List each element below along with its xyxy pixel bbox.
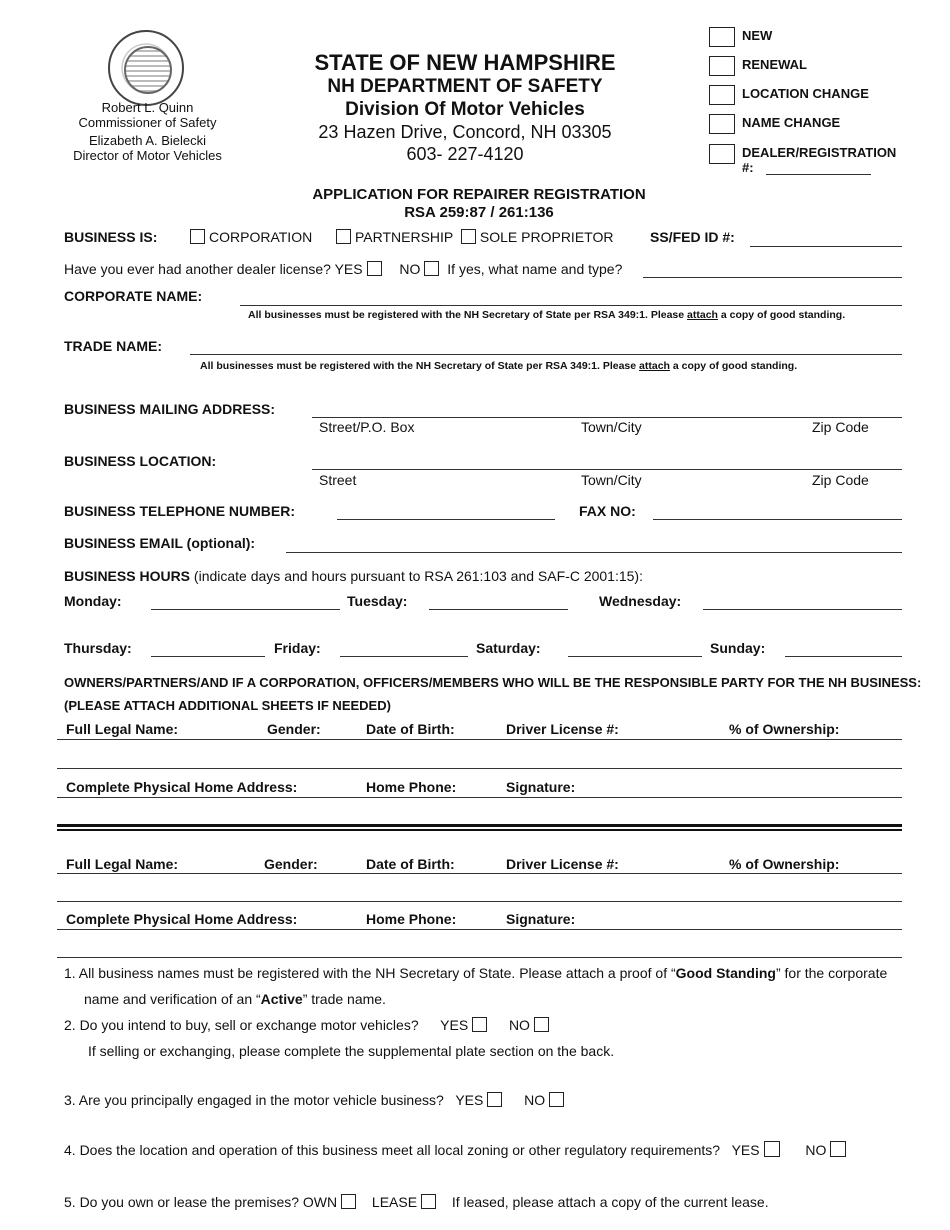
owner1-name-label: Full Legal Name: <box>66 721 179 737</box>
sunday-line[interactable] <box>785 656 902 657</box>
commissioner-name: Robert L. Quinn <box>101 100 194 115</box>
form-title <box>280 186 678 222</box>
dealer-yes-label: YES <box>334 261 363 277</box>
owner2-gender-label: Gender: <box>264 856 318 872</box>
question-1 <box>64 965 914 981</box>
question-1-cont <box>84 991 386 1007</box>
owner2-row2-line <box>57 929 902 930</box>
question-4 <box>64 1141 850 1158</box>
sunday-label: Sunday: <box>710 640 766 656</box>
corporate-name-line[interactable] <box>240 305 902 306</box>
q4-yes-label: YES <box>731 1142 760 1158</box>
dealer-license-text: Have you ever had another dealer license? <box>64 261 331 277</box>
mailing-address-line[interactable] <box>312 417 902 418</box>
owner1-gender-label: Gender: <box>267 721 321 737</box>
mailing-street-caption: Street/P.O. Box <box>319 419 415 435</box>
telephone-line[interactable] <box>337 519 555 520</box>
partnership-label: PARTNERSHIP <box>354 229 454 245</box>
telephone-label: BUSINESS TELEPHONE NUMBER: <box>64 503 296 519</box>
q3-text: 3. Are you principally engaged in the motor vehicle business? <box>64 1092 444 1108</box>
q5-lease-checkbox[interactable] <box>421 1194 436 1209</box>
q5-note: If leased, please attach a copy of the current lease. <box>451 1194 769 1210</box>
q1-text-c: ” for the corporate <box>775 965 888 981</box>
dealer-license-question <box>64 261 622 277</box>
owner2-ownership-label: % of Ownership: <box>729 856 840 872</box>
mailing-zip-caption: Zip Code <box>812 419 869 435</box>
q4-yes-checkbox[interactable] <box>764 1141 780 1157</box>
owner2-row1-line <box>57 873 902 874</box>
location-town-caption: Town/City <box>581 472 642 488</box>
agency-phone: 603- 227-4120 <box>406 144 524 164</box>
fax-line[interactable] <box>653 519 902 520</box>
corporate-name-label: CORPORATE NAME: <box>64 288 203 304</box>
officials-block <box>60 100 235 163</box>
q1-text-f: ” trade name. <box>302 991 386 1007</box>
trade-name-label: TRADE NAME: <box>64 338 162 354</box>
location-change-checkbox[interactable] <box>709 85 735 105</box>
owner1-signature-label: Signature: <box>506 779 576 795</box>
renewal-checkbox[interactable] <box>709 56 735 76</box>
owner2-dob-label: Date of Birth: <box>366 856 455 872</box>
dealer-registration-checkbox[interactable] <box>709 144 735 164</box>
q4-text: 4. Does the location and operation of this business meet all local zoning or other regulatory requirements? <box>64 1142 721 1158</box>
owners-heading: OWNERS/PARTNERS/AND IF A CORPORATION, OFFICERS/MEMBERS WHO WILL BE THE RESPONSIBLE PARTY FOR THE NH BUSINESS: <box>64 675 922 690</box>
email-label: BUSINESS EMAIL (optional): <box>64 535 256 551</box>
owner-separator-bottom <box>57 829 902 831</box>
hours-heading <box>64 568 643 584</box>
dealer-name-type-line[interactable] <box>643 277 902 278</box>
email-line[interactable] <box>286 552 902 553</box>
q1-good-standing: Good Standing <box>675 965 776 981</box>
title-text: APPLICATION FOR REPAIRER REGISTRATION <box>312 186 646 203</box>
department-name: NH DEPARTMENT OF SAFETY <box>327 76 603 97</box>
question-5 <box>64 1194 769 1210</box>
rsa-text: RSA 259:87 / 261:136 <box>404 204 554 221</box>
agency-address: 23 Hazen Drive, Concord, NH 03305 <box>318 122 612 142</box>
q5-own-label: OWN <box>302 1194 338 1210</box>
partnership-checkbox[interactable] <box>336 229 351 244</box>
state-name: STATE OF NEW HAMPSHIRE <box>314 50 616 75</box>
agency-header <box>280 50 650 165</box>
owner2-phone-label: Home Phone: <box>366 911 457 927</box>
q3-no-label: NO <box>524 1092 546 1108</box>
corporate-registered-note <box>248 309 845 321</box>
trade-registered-note <box>200 360 797 372</box>
fax-label: FAX NO: <box>579 503 636 519</box>
dealer-no-label: NO <box>399 261 421 277</box>
renewal-label: RENEWAL <box>742 57 807 72</box>
dealer-registration-label: DEALER/REGISTRATION <box>742 145 897 160</box>
corporation-checkbox[interactable] <box>190 229 205 244</box>
note-post: a copy of good standing. <box>669 360 798 372</box>
monday-line[interactable] <box>151 609 340 610</box>
owner1-phone-label: Home Phone: <box>366 779 457 795</box>
note-pre: All businesses must be registered with the NH Secretary of State per RSA 349:1. Please <box>248 309 688 321</box>
owner2-license-label: Driver License #: <box>506 856 619 872</box>
sole-proprietor-label: SOLE PROPRIETOR <box>479 229 614 245</box>
owner1-row1-entry-line[interactable] <box>57 768 902 769</box>
wednesday-label: Wednesday: <box>599 593 682 609</box>
owner1-row1-line <box>57 739 902 740</box>
ssfed-label: SS/FED ID #: <box>650 229 735 245</box>
owner1-dob-label: Date of Birth: <box>366 721 455 737</box>
state-seal <box>108 30 184 106</box>
dealer-if-yes-text: If yes, what name and type? <box>447 261 623 277</box>
tuesday-line[interactable] <box>429 609 568 610</box>
q4-no-checkbox[interactable] <box>830 1141 846 1157</box>
note-attach: attach <box>639 360 670 372</box>
location-line[interactable] <box>312 469 902 470</box>
owner2-address-label: Complete Physical Home Address: <box>66 911 298 927</box>
friday-label: Friday: <box>274 640 321 656</box>
name-change-label: NAME CHANGE <box>742 115 841 130</box>
dealer-yes-checkbox[interactable] <box>367 261 382 276</box>
q3-no-checkbox[interactable] <box>549 1092 564 1107</box>
saturday-line[interactable] <box>568 656 702 657</box>
hours-note: (indicate days and hours pursuant to RSA 261:103 and SAF-C 2001:15): <box>190 568 643 584</box>
owner2-name-label: Full Legal Name: <box>66 856 179 872</box>
note-attach: attach <box>687 309 718 321</box>
owner1-address-label: Complete Physical Home Address: <box>66 779 298 795</box>
q2-no-label: NO <box>508 1017 530 1033</box>
business-type-row <box>186 229 613 245</box>
dealer-number-line[interactable] <box>766 174 871 175</box>
new-checkbox[interactable] <box>709 27 735 47</box>
q5-text: 5. Do you own or lease the premises? <box>64 1194 300 1210</box>
q3-yes-checkbox[interactable] <box>487 1092 502 1107</box>
mailing-address-label: BUSINESS MAILING ADDRESS: <box>64 401 276 417</box>
note-pre: All businesses must be registered with the NH Secretary of State per RSA 349:1. Please <box>200 360 640 372</box>
dealer-number-label: #: <box>742 160 754 175</box>
business-is-label: BUSINESS IS: <box>64 229 158 245</box>
owner1-row2-line <box>57 797 902 798</box>
question-2 <box>64 1017 553 1033</box>
corporation-label: CORPORATION <box>209 229 313 245</box>
dealer-no-checkbox[interactable] <box>424 261 439 276</box>
q1-active: Active <box>260 991 303 1007</box>
friday-line[interactable] <box>340 656 468 657</box>
saturday-label: Saturday: <box>476 640 541 656</box>
owner1-ownership-label: % of Ownership: <box>729 721 840 737</box>
thursday-line[interactable] <box>151 656 265 657</box>
location-label: BUSINESS LOCATION: <box>64 453 217 469</box>
commissioner-title: Commissioner of Safety <box>78 115 217 130</box>
monday-label: Monday: <box>64 593 122 609</box>
question-3 <box>64 1092 568 1108</box>
note-post: a copy of good standing. <box>717 309 846 321</box>
name-change-checkbox[interactable] <box>709 114 735 134</box>
ssfed-line[interactable] <box>750 246 902 247</box>
trade-name-line[interactable] <box>190 354 902 355</box>
q5-lease-label: LEASE <box>371 1194 418 1210</box>
owner2-row2-entry-line[interactable] <box>57 957 902 958</box>
q2-note: If selling or exchanging, please complete the supplemental plate section on the back. <box>88 1043 615 1059</box>
q1-text-a: 1. All business names must be registered with the NH Secretary of State. Please attach a proof of “ <box>64 965 676 981</box>
q2-no-checkbox[interactable] <box>534 1017 549 1032</box>
q1-text-d: name and verification of an “ <box>84 991 261 1007</box>
new-label: NEW <box>742 28 773 43</box>
director-title: Director of Motor Vehicles <box>73 148 222 163</box>
q2-yes-checkbox[interactable] <box>472 1017 487 1032</box>
mailing-town-caption: Town/City <box>581 419 642 435</box>
owner2-row1-entry-line[interactable] <box>57 901 902 902</box>
owner1-license-label: Driver License #: <box>506 721 619 737</box>
director-name: Elizabeth A. Bielecki <box>88 133 207 148</box>
q5-own-checkbox[interactable] <box>341 1194 356 1209</box>
tuesday-label: Tuesday: <box>347 593 408 609</box>
q2-text: 2. Do you intend to buy, sell or exchange motor vehicles? <box>64 1017 419 1033</box>
division-name: Division Of Motor Vehicles <box>345 99 585 120</box>
owner2-signature-label: Signature: <box>506 911 576 927</box>
q2-yes-label: YES <box>440 1017 469 1033</box>
thursday-label: Thursday: <box>64 640 132 656</box>
owner-separator-top <box>57 824 902 827</box>
sole-proprietor-checkbox[interactable] <box>461 229 476 244</box>
location-street-caption: Street <box>319 472 357 488</box>
owners-subheading: (PLEASE ATTACH ADDITIONAL SHEETS IF NEEDED) <box>64 698 391 713</box>
location-change-label: LOCATION CHANGE <box>742 86 869 101</box>
q4-no-label: NO <box>805 1142 827 1158</box>
location-zip-caption: Zip Code <box>812 472 869 488</box>
wednesday-line[interactable] <box>703 609 902 610</box>
q3-yes-label: YES <box>455 1092 484 1108</box>
hours-label: BUSINESS HOURS <box>64 568 191 584</box>
